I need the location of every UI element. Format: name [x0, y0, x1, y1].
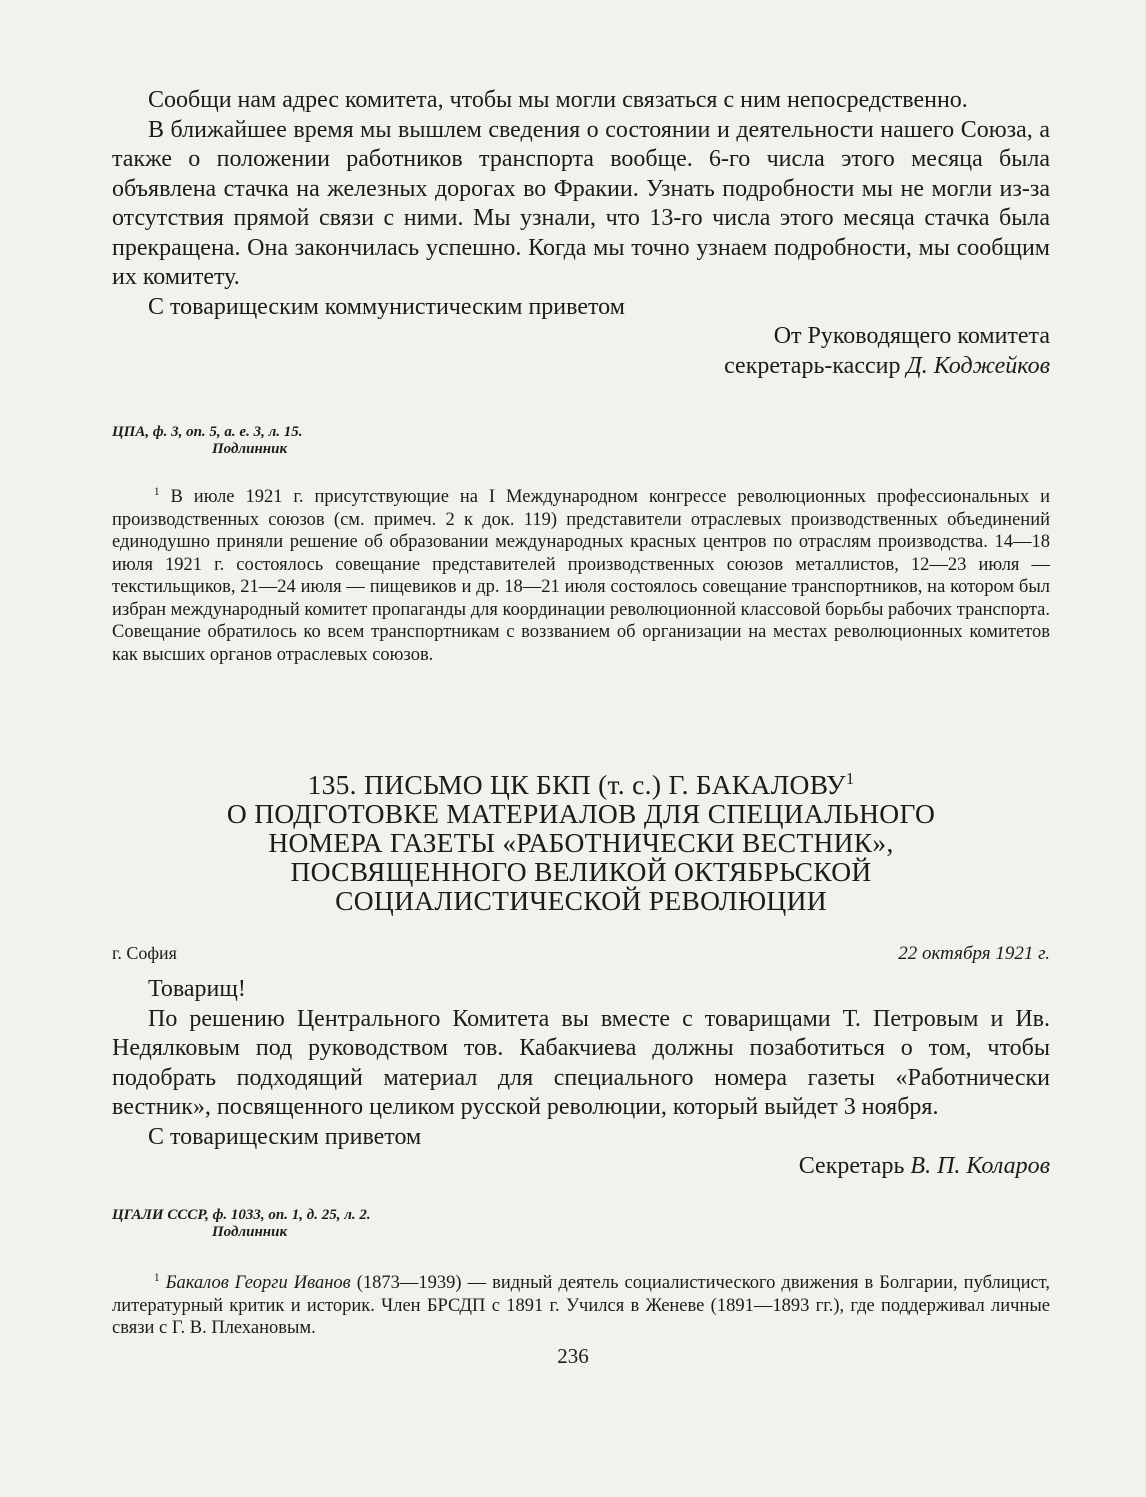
doc134-signer-org: От Руководящего комитета — [773, 323, 1050, 349]
doc135-body — [112, 975, 1050, 1182]
doc135-signer-name: В. П. Коларов — [910, 1153, 1050, 1179]
doc135-signature — [112, 1152, 1050, 1182]
doc134-closing: С товарищеским коммунистическим приветом — [148, 293, 625, 320]
doc135-place: г. София — [112, 943, 177, 963]
doc134-archive — [112, 424, 1050, 458]
doc134-footnote-text: В июле 1921 г. присутствующие на I Международном конгрессе революционных профессиональных и производственных союзов (см. примеч. 2 к док. 119) представители отраслевых производственных объединений единодушно приняли решение об образовании международных красных центров по отраслям производства. 14—18 июля 1921 г. состоялось совещание представителей производственных союзов металлистов, 12—23 июля — текстильщиков, 21—24 июля — пищевиков и др. 18—21 июля состоялось совещание транспортников, на котором был избран международный комитет пропаганды для координации революционной классовой борьбы рабочих транспорта. Совещание обратилось ко всем транспортникам с воззванием об организации на местах революционных комитетов как высших органов отраслевых союзов. — [112, 487, 1051, 665]
doc134-paragraph-2: В ближайшее время мы вышлем сведения о состоянии и деятельности нашего Союза, а также о положении работников транспорта вообще. 6-го числа этого месяца была объявлена стачка на железных дорогах во Фракии. Узнать подробности мы не могли из-за отсутствия прямой связи с ними. Мы узнали, что 13-го числа этого месяца стачка была прекращена. Она закончилась успешно. Когда мы точно узнаем подробности, мы сообщим их комитету. — [112, 116, 1050, 290]
doc135-archive — [112, 1207, 1050, 1241]
doc134-signer-role: секретарь-кассир — [724, 352, 901, 379]
doc135-footnote-text: (1873—1939) — видный деятель социалистического движения в Болгарии, публицист, литературный критик и историк. Член БРСДП с 1891 г. Учился в Женеве (1891—1893 гг.), где поддерживал личные связи с Г. В. Плехановым. — [112, 1273, 1050, 1339]
doc135-archive-ref: ЦГАЛИ СССР, ф. 1033, оп. 1, д. 25, л. 2. — [112, 1207, 371, 1223]
page-number: 236 — [557, 1344, 589, 1368]
doc135-title-line-5: СОЦИАЛИСТИЧЕСКОЙ РЕВОЛЮЦИИ — [335, 885, 827, 917]
doc135-closing: С товарищеским приветом — [148, 1123, 422, 1150]
doc134-signer-name: Д. Коджейков — [906, 352, 1050, 379]
doc135-footnote-mark: 1 — [154, 1272, 160, 1284]
doc135-greeting: Товарищ! — [148, 976, 246, 1002]
doc134-footnote-mark: 1 — [154, 486, 160, 498]
doc134-body — [112, 86, 1050, 381]
doc134-footnote — [112, 481, 1050, 666]
doc134-original-note: Подлинник — [212, 441, 288, 457]
doc135-title-line-4: ПОСВЯЩЕННОГО ВЕЛИКОЙ ОКТЯБРЬСКОЙ — [290, 856, 872, 888]
doc134-archive-ref: ЦПА, ф. 3, оп. 5, а. е. 3, л. 15. — [112, 424, 303, 440]
doc134-paragraph-1: Сообщи нам адрес комитета, чтобы мы могли связаться с ним непосредственно. — [148, 87, 968, 113]
doc135-place-date — [112, 943, 1050, 965]
doc135-title — [112, 764, 1050, 915]
doc135-title-line-3: НОМЕРА ГАЗЕТЫ «РАБОТНИЧЕСКИ ВЕСТНИК», — [268, 827, 894, 859]
doc135-footnote — [112, 1267, 1050, 1340]
doc135-signer-role: Секретарь — [798, 1153, 905, 1179]
doc135-paragraph: По решению Центрального Комитета вы вместе с товарищами Т. Петровым и Ив. Недялковым под руководством тов. Кабакчиева должны позаботиться о том, чтобы подобрать подходящий материал для специального номера газеты «Работнически вестник», посвященного целиком русской революции, который выйдет 3 ноября. — [112, 1005, 1050, 1120]
doc134-signature — [112, 352, 1050, 382]
doc135-original-note: Подлинник — [212, 1224, 288, 1240]
doc135-title-line-1: 135. ПИСЬМО ЦК БКП (т. с.) Г. БАКАЛОВУ — [307, 769, 846, 801]
doc135-footnote-name: Бакалов Георги Иванов — [165, 1273, 351, 1294]
doc135-title-line-2: О ПОДГОТОВКЕ МАТЕРИАЛОВ ДЛЯ СПЕЦИАЛЬНОГО — [226, 798, 936, 830]
doc135-date: 22 октября 1921 г. — [898, 943, 1050, 964]
doc135-title-mark: 1 — [845, 769, 855, 788]
